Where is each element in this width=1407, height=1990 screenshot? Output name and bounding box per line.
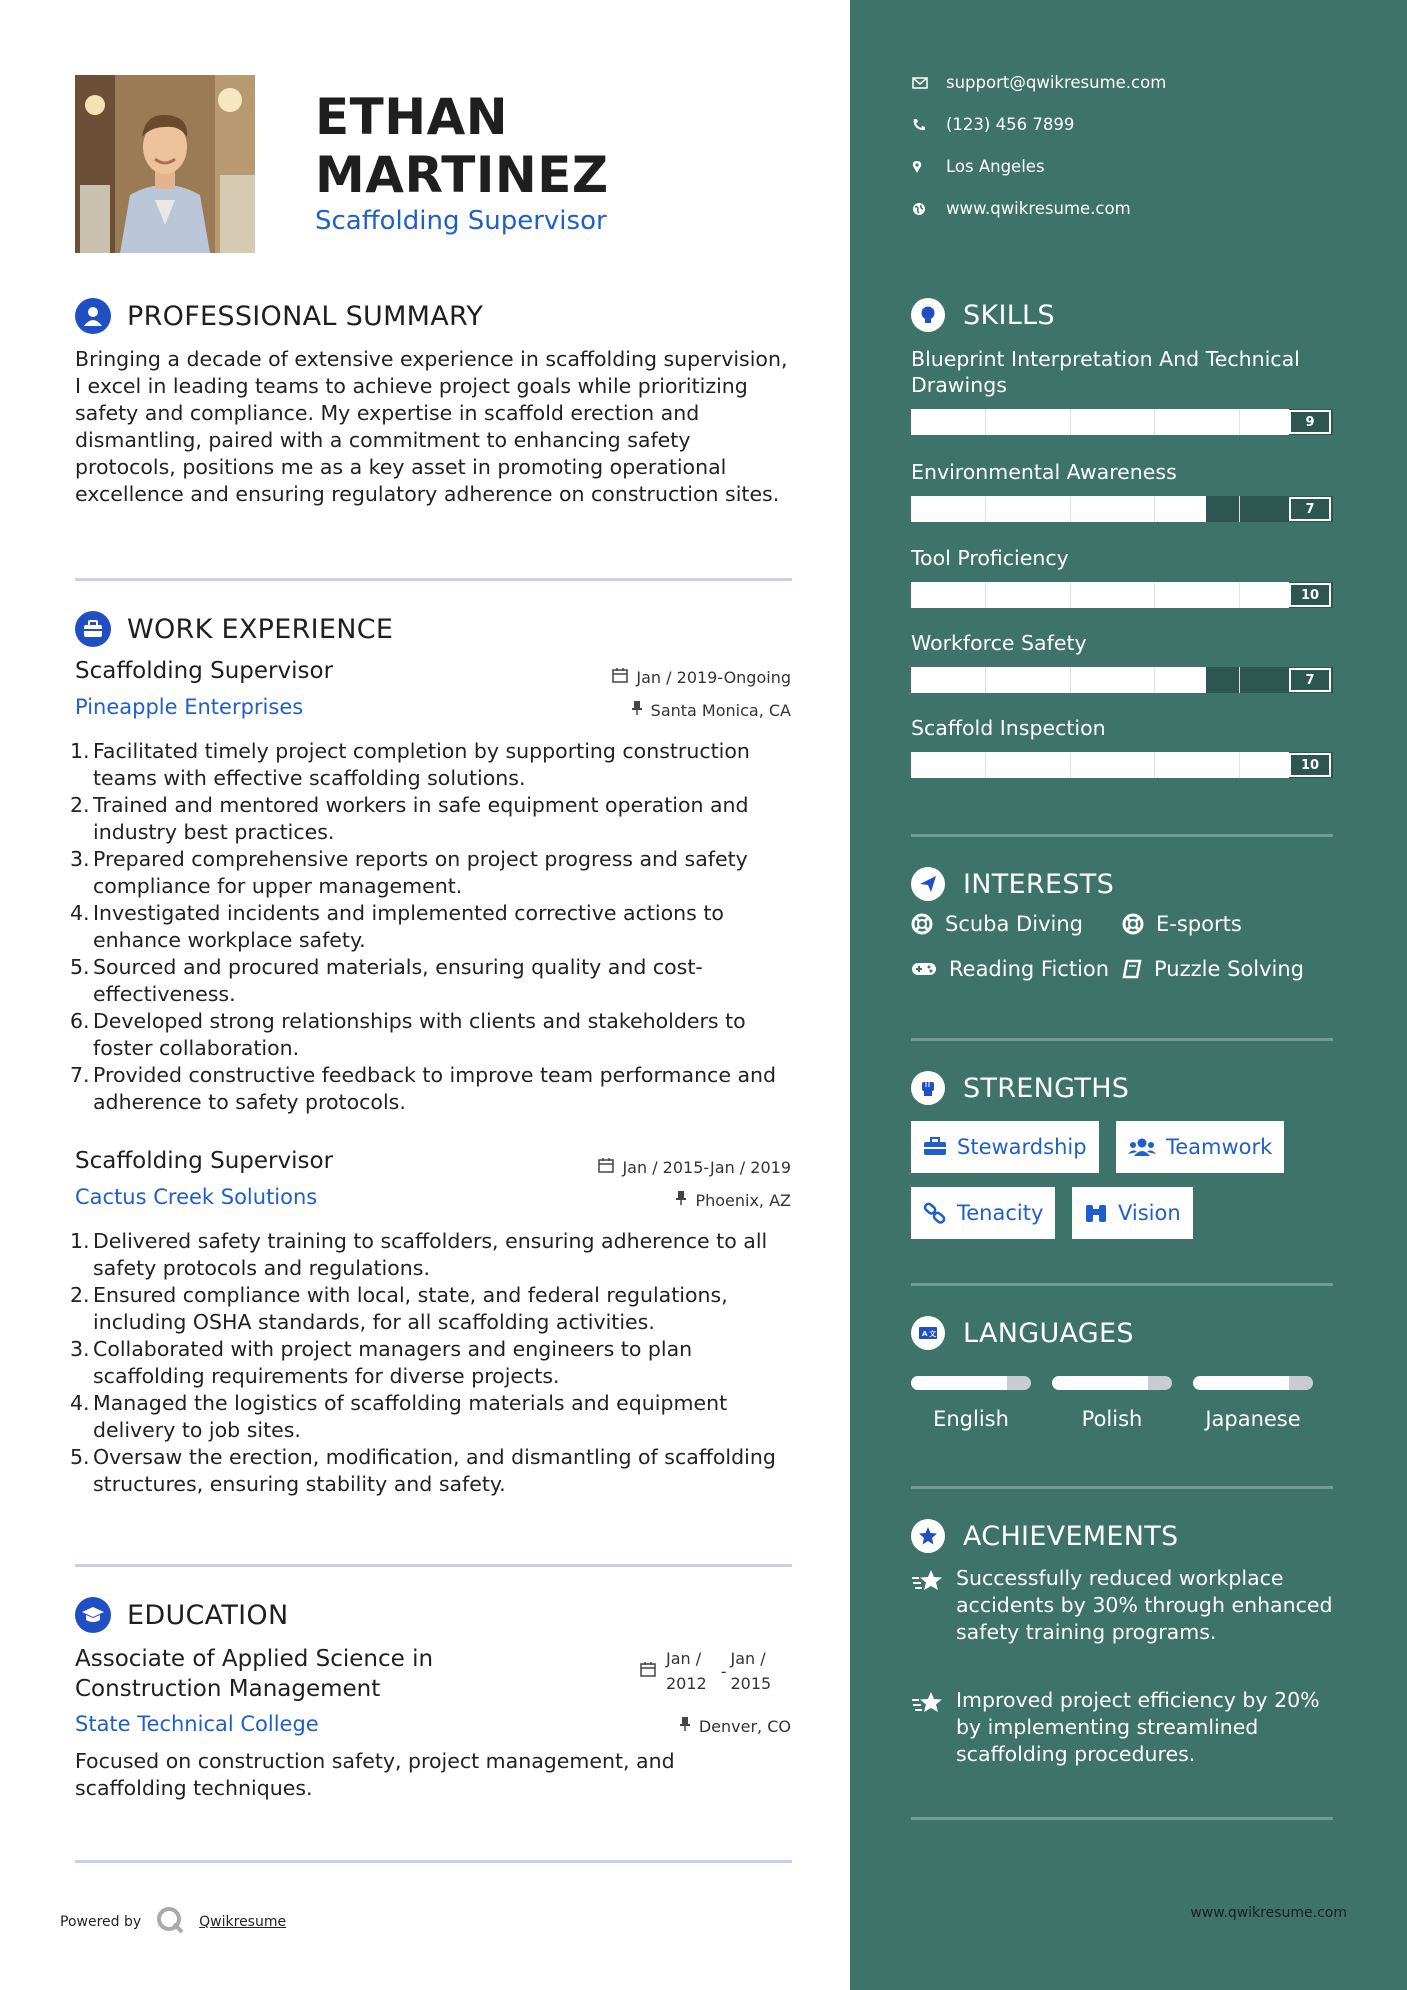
skill-segment [1070,752,1071,778]
globe-icon [912,202,946,216]
skill-segment [1154,409,1155,435]
summary-text: Bringing a decade of extensive experience in scaffolding supervision, I excel in leading teams to achieve project goals while prioritizing safety and compliance. My expertise in scaffold erection and dismantling, paired with a commitment to enhancing safety protocols, positions me as a key asset in promoting operational excellence and ensuring regulatory adherence on construction sites. [75,347,788,506]
life-ring-icon [911,913,933,935]
list-item: 7. Provided constructive feedback to improve team performance and adherence to safety protocols. [70,1063,777,1114]
skill-name: Environmental Awareness [911,460,1177,484]
skills-heading [911,298,1055,332]
list-item: 6. Developed strong relationships with clients and stakeholders to foster collaboration. [70,1009,746,1060]
skill-name: Tool Proficiency [911,546,1069,570]
experience-heading [75,611,393,647]
language-bar [1193,1376,1313,1390]
summary-title: PROFESSIONAL SUMMARY [127,300,484,332]
footer-url[interactable]: www.qwikresume.com [1190,1905,1347,1921]
list-item: 2. Ensured compliance with local, state, and federal regulations, including OSHA standards, for all scaffolding activities. [70,1283,728,1334]
interest-item: Puzzle Solving [1122,957,1304,981]
skill-level-badge: 7 [1289,497,1331,521]
gamepad-icon [911,961,937,977]
calendar-icon [640,1659,656,1684]
divider [911,1817,1333,1820]
qwikresume-link[interactable]: Qwikresume [199,1914,287,1930]
profile-photo-image [75,75,255,253]
svg-text:A: A [922,1330,928,1338]
skill-fill [911,582,1289,608]
skill-bar [911,752,1333,778]
skill-segment [1070,496,1071,522]
user-icon [75,298,111,334]
job-2-location [675,1190,791,1210]
date-separator: - [720,1661,727,1681]
skill-level-badge: 9 [1289,410,1331,434]
skill-fill [911,496,1206,522]
languages-title: LANGUAGES [963,1317,1134,1349]
map-marker-icon [912,160,946,174]
skill-segment [985,409,986,435]
summary-heading [75,298,483,334]
list-item: 4. Investigated incidents and implemented corrective actions to enhance workplace safety. [70,901,724,952]
achievement-item: Improved project efficiency by 20% by implementing streamlined scaffolding procedures. [911,1687,1336,1768]
skill-segment [985,496,986,522]
skill-bar [911,582,1333,608]
star-icon [911,1687,956,1723]
candidate-title: Scaffolding Supervisor [315,206,607,236]
calendar-icon [612,667,628,687]
education-location-text: Denver, CO [698,1716,791,1736]
phone-text: (123) 456 7899 [946,115,1075,134]
skill-name: Blueprint Interpretation And Technical Drawings [911,347,1300,397]
interests-heading [911,867,1114,901]
list-item: 3. Prepared comprehensive reports on project progress and safety compliance for upper management. [70,847,748,898]
pin-icon [675,1190,687,1210]
interest-item: Reading Fiction [911,957,1109,981]
education-start: Jan / 2012 [666,1649,707,1693]
envelope-icon [912,77,946,89]
achievements-title: ACHIEVEMENTS [963,1520,1179,1552]
list-item: 5. Oversaw the erection, modification, and dismantling of scaffolding structures, ensuring stability and safety. [70,1445,776,1496]
divider [911,1038,1333,1041]
education-end: Jan / 2015 [730,1649,772,1693]
interests-title: INTERESTS [963,868,1115,900]
skill-segment [1239,582,1240,608]
skill-segment [985,582,986,608]
skill-segment [1239,496,1240,522]
language-name: Polish [1081,1407,1143,1431]
skill-name: Scaffold Inspection [911,716,1106,740]
job-2-dates [598,1157,791,1177]
experience-title: WORK EXPERIENCE [127,613,394,645]
job-2-location-text: Phoenix, AZ [695,1190,791,1210]
job-1-dates [612,667,791,687]
life-ring-icon [1122,913,1144,935]
languages-heading [911,1316,1134,1350]
education-location [679,1716,791,1736]
contact-location [912,157,1045,176]
divider [911,834,1333,837]
briefcase-icon [923,1137,947,1157]
skill-segment [1070,667,1071,693]
skill-segment [1154,582,1155,608]
skill-fill [911,667,1206,693]
job-1-location [631,700,791,720]
list-item: 3. Collaborated with project managers and engineers to plan scaffolding requirements for diverse projects. [70,1337,693,1388]
job-1-bullets [70,738,800,1116]
email-text: support@qwikresume.com [946,73,1167,92]
lightbulb-icon [911,298,945,332]
skill-level-badge: 10 [1289,583,1331,607]
binoculars-icon [1084,1202,1108,1224]
skill-segment [1154,752,1155,778]
candidate-name [315,88,609,204]
education-description: Focused on construction safety, project management, and scaffolding techniques. [75,1749,675,1800]
degree-line-1: Associate of Applied Science in [75,1646,434,1672]
divider [75,1564,792,1567]
language-fill [911,1376,1007,1390]
pin-icon [631,700,643,720]
skill-segment [1070,582,1071,608]
language-fill [1052,1376,1148,1390]
job-1-location-text: Santa Monica, CA [650,700,791,720]
pin-icon [679,1716,691,1736]
language-name: Japanese [1205,1407,1301,1431]
briefcase-icon [75,611,111,647]
powered-by-label: Powered by [60,1914,142,1930]
skill-segment [1239,752,1240,778]
strength-tag: Tenacity [911,1187,1055,1239]
list-item: 1. Facilitated timely project completion by supporting construction teams with effective scaffolding solutions. [70,739,750,790]
skill-segment [1154,496,1155,522]
skill-level-badge: 7 [1289,668,1331,692]
profile-photo [75,75,255,253]
list-item: 2. Trained and mentored workers in safe equipment operation and industry best practices. [70,793,749,844]
list-item: 5. Sourced and procured materials, ensuring quality and cost-effectiveness. [70,955,703,1006]
job-2-company: Cactus Creek Solutions [75,1185,318,1209]
contact-website[interactable] [912,199,1131,218]
education-heading [75,1597,288,1633]
paper-plane-icon [911,867,945,901]
language-bar [911,1376,1031,1390]
achievement-item: Successfully reduced workplace accidents by 30% through enhanced safety training programs. [911,1565,1336,1646]
calendar-icon [598,1157,614,1177]
strengths-heading [911,1071,1129,1105]
fist-icon [911,1071,945,1105]
education-title: EDUCATION [127,1599,289,1631]
graduation-cap-icon [75,1597,111,1633]
book-icon [1122,959,1142,979]
svg-text:文: 文 [929,1330,936,1338]
degree [75,1644,433,1704]
degree-line-2: Construction Management [75,1676,381,1702]
divider [75,1860,792,1863]
divider [75,578,792,581]
skill-segment [1154,667,1155,693]
language-name: English [933,1407,1009,1431]
star-icon [911,1565,956,1601]
achievements-heading [911,1519,1179,1553]
divider [911,1486,1333,1489]
first-name: ETHAN [315,88,509,146]
website-text: www.qwikresume.com [946,199,1131,218]
contact-email[interactable] [912,73,1166,92]
skill-bar [911,496,1333,522]
skill-segment [1239,409,1240,435]
link-icon [923,1202,947,1224]
contact-phone[interactable] [912,115,1074,134]
skill-segment [1070,409,1071,435]
interest-item: E-sports [1122,912,1242,936]
education-dates [640,1646,771,1696]
skill-name: Workforce Safety [911,631,1087,655]
job-1-title: Scaffolding Supervisor [75,658,334,684]
skill-fill [911,409,1289,435]
job-1-company: Pineapple Enterprises [75,695,304,719]
qwikresume-logo-icon [155,1905,185,1939]
skills-title: SKILLS [963,299,1055,331]
skill-segment [985,667,986,693]
skill-segment [1239,667,1240,693]
language-icon [911,1316,945,1350]
strength-tag: Teamwork [1116,1121,1284,1173]
users-icon [1128,1137,1156,1157]
list-item: 4. Managed the logistics of scaffolding materials and equipment delivery to job sites. [70,1391,728,1442]
strength-tag: Vision [1072,1187,1193,1239]
job-2-title: Scaffolding Supervisor [75,1148,334,1174]
phone-icon [912,118,946,132]
skill-bar [911,667,1333,693]
divider [911,1283,1333,1286]
job-2-bullets [70,1228,800,1498]
skill-fill [911,752,1289,778]
job-2-dates-text: Jan / 2015-Jan / 2019 [622,1157,791,1177]
skill-bar [911,409,1333,435]
list-item: 1. Delivered safety training to scaffolders, ensuring adherence to all safety protocols and regulations. [70,1229,768,1280]
powered-by [60,1905,286,1939]
skill-segment [985,752,986,778]
job-1-dates-text: Jan / 2019-Ongoing [636,667,791,687]
strengths-title: STRENGTHS [963,1072,1130,1104]
interest-item: Scuba Diving [911,912,1083,936]
last-name: MARTINEZ [315,146,609,204]
strength-tag: Stewardship [911,1121,1099,1173]
school-name: State Technical College [75,1712,319,1736]
star-badge-icon [911,1519,945,1553]
skill-level-badge: 10 [1289,753,1331,777]
language-bar [1052,1376,1172,1390]
language-fill [1193,1376,1289,1390]
location-text: Los Angeles [946,157,1045,176]
